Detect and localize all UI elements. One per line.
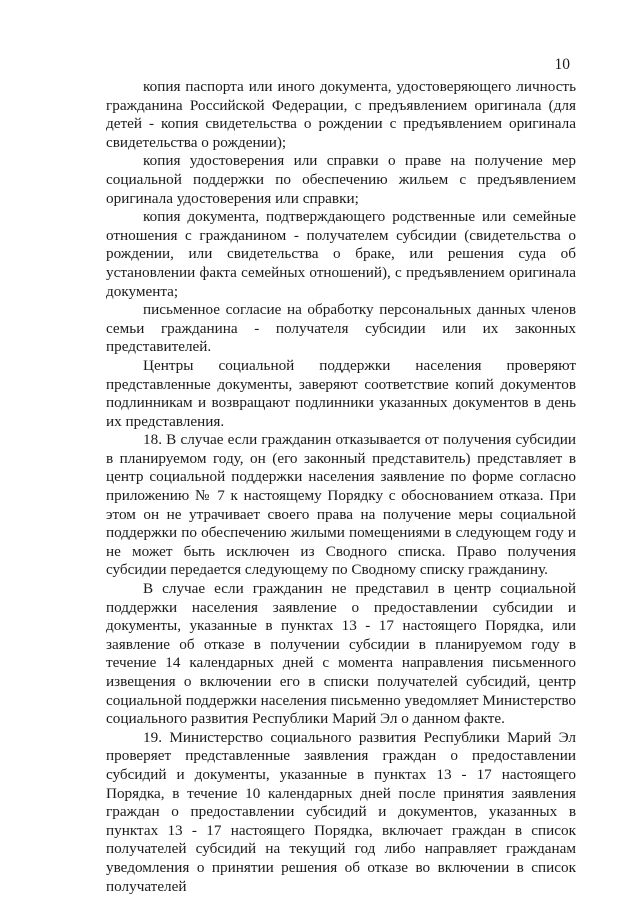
paragraph-family-relations: копия документа, подтверждающего родственные или семейные отношения с гражданином - получателем субсидии (свидетельства о рождении, или свидетельства о браке, или решения суда об установлении факта семейных отношений), с предъявлением оригинала документа;	[106, 208, 576, 300]
page-number: 10	[554, 56, 570, 73]
paragraph-not-submitted: В случае если гражданин не представил в центр социальной поддержки населения заявление о предоставлении субсидии и документы, указанные в пунктах 13 - 17 настоящего Порядка, или заявление об отказе в получении субсидии в планируемом году в течение 14 календарных дней с момента направления письменного извещения о включении его в списки получателей субсидий, центр социальной поддержки населения письменно уведомляет Министерство социального развития Республики Марий Эл о данном факте.	[106, 580, 576, 728]
paragraph-consent: письменное согласие на обработку персональных данных членов семьи гражданина - получателя субсидии или их законных представителей.	[106, 301, 576, 356]
paragraph-passport-copy: копия паспорта или иного документа, удостоверяющего личность гражданина Российской Федерации, с предъявлением оригинала (для детей - копия свидетельства о рождении с предъявлением оригинала свидетельства о рождении);	[106, 78, 576, 151]
paragraph-centers-check: Центры социальной поддержки населения проверяют представленные документы, заверяют соответствие копий документов подлинникам и возвращают подлинники указанных документов в день их представления.	[106, 356, 576, 430]
paragraph-certificate-copy: копия удостоверения или справки о праве на получение мер социальной поддержки по обеспечению жильем с предъявлением оригинала удостоверения или справки;	[106, 152, 576, 207]
paragraph-item-18: 18. В случае если гражданин отказывается от получения субсидии в планируемом году, он (его законный представитель) представляет в центр социальной поддержки населения заявление по форме согласно приложению № 7 к настоящему Порядку с обоснованием отказа. При этом он не утрачивает своего права на получение меры социальной поддержки по обеспечению жилыми помещениями в следующем году и не может быть исключен из Сводного списка. Право получения субсидии передается следующему по Сводному списку гражданину.	[106, 431, 576, 579]
document-body	[106, 78, 576, 896]
paragraph-item-19: 19. Министерство социального развития Республики Марий Эл проверяет представленные заявления граждан о предоставлении субсидий и документы, указанные в пунктах 13 - 17 настоящего Порядка, в течение 10 календарных дней после принятия заявления граждан о предоставлении субсидий и документов, указанных в пунктах 13 - 17 настоящего Порядка, включает граждан в список получателей субсидий на текущий год либо направляет гражданам уведомления о принятии решения об отказе во включении в список получателей	[106, 728, 576, 895]
